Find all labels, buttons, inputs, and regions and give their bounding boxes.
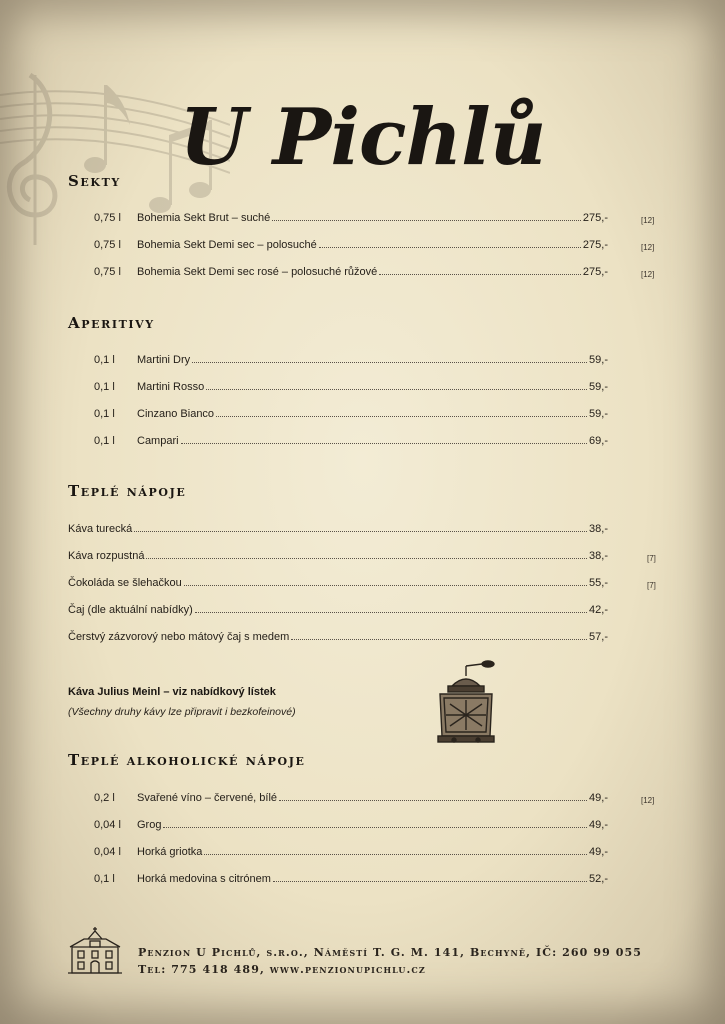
menu-item xyxy=(94,408,608,424)
dot-leader xyxy=(192,362,587,363)
item-price: 59,- xyxy=(589,408,608,420)
menu-item xyxy=(94,819,608,835)
restaurant-title: U Pichlů xyxy=(179,92,546,184)
dot-leader xyxy=(163,827,587,828)
dot-leader xyxy=(379,274,581,275)
item-price: 42,- xyxy=(589,604,608,616)
menu-item xyxy=(94,435,608,451)
allergen-code: [12] xyxy=(641,270,655,279)
item-name: Martini Rosso xyxy=(137,381,205,393)
dot-leader xyxy=(319,247,581,248)
item-price: 59,- xyxy=(589,354,608,366)
section-heading-teple-alkoholicke: Teplé alkoholické nápoje xyxy=(68,751,306,769)
dot-leader xyxy=(195,612,587,613)
allergen-code: [7] xyxy=(647,554,656,563)
footer-contact: Tel: 775 418 489, www.penzionupichlu.cz xyxy=(138,963,426,976)
coffee-offer-name: Káva Julius Meinl – viz nabídkový lístek xyxy=(68,686,276,698)
item-name: Campari xyxy=(137,435,179,447)
item-volume: 0,04 l xyxy=(94,846,121,858)
item-price: 69,- xyxy=(589,435,608,447)
item-price: 57,- xyxy=(589,631,608,643)
item-price: 49,- xyxy=(589,792,608,804)
footer-address: Penzion U Pichlů, s.r.o., Náměstí T. G. M. 141, Bechyně, IČ: 260 99 055 xyxy=(138,946,643,959)
item-volume: 0,75 l xyxy=(94,239,121,251)
item-price: 275,- xyxy=(582,239,608,251)
item-price: 275,- xyxy=(582,212,608,224)
item-volume: 0,1 l xyxy=(94,435,115,447)
item-price: 38,- xyxy=(589,523,608,535)
item-volume: 0,2 l xyxy=(94,792,115,804)
item-name: Čerstvý zázvorový nebo mátový čaj s medem xyxy=(68,631,290,643)
item-price: 49,- xyxy=(589,846,608,858)
item-name: Káva rozpustná xyxy=(68,550,145,562)
menu-item xyxy=(68,577,608,593)
dot-leader xyxy=(291,639,587,640)
item-price: 52,- xyxy=(589,873,608,885)
menu-item xyxy=(68,604,608,620)
allergen-code: [12] xyxy=(641,796,655,805)
allergen-code: [12] xyxy=(641,243,655,252)
item-price: 275,- xyxy=(582,266,608,278)
menu-item xyxy=(68,631,608,647)
section-heading-teple-napoje: Teplé nápoje xyxy=(68,482,187,500)
menu-item xyxy=(94,846,608,862)
coffee-offer-note: (Všechny druhy kávy lze připravit i bezkofeinové) xyxy=(68,706,296,718)
item-volume: 0,1 l xyxy=(94,354,115,366)
coffee-grinder-icon xyxy=(430,660,502,744)
item-volume: 0,1 l xyxy=(94,408,115,420)
allergen-code: [12] xyxy=(641,216,655,225)
menu-item xyxy=(94,239,608,255)
menu-item xyxy=(94,212,608,228)
dot-leader xyxy=(272,220,581,221)
item-name: Bohemia Sekt Brut – suché xyxy=(137,212,271,224)
item-volume: 0,75 l xyxy=(94,266,121,278)
item-name: Martini Dry xyxy=(137,354,191,366)
dot-leader xyxy=(134,531,587,532)
item-name: Cinzano Bianco xyxy=(137,408,215,420)
menu-item xyxy=(94,792,608,808)
item-name: Káva turecká xyxy=(68,523,133,535)
dot-leader xyxy=(204,854,587,855)
menu-item xyxy=(94,381,608,397)
item-price: 59,- xyxy=(589,381,608,393)
menu-item xyxy=(68,523,608,539)
item-volume: 0,75 l xyxy=(94,212,121,224)
item-volume: 0,1 l xyxy=(94,381,115,393)
dot-leader xyxy=(279,800,587,801)
item-name: Čokoláda se šlehačkou xyxy=(68,577,182,589)
item-price: 49,- xyxy=(589,819,608,831)
dot-leader xyxy=(146,558,587,559)
dot-leader xyxy=(216,416,587,417)
item-name: Bohemia Sekt Demi sec rosé – polosuché růžové xyxy=(137,266,378,278)
building-icon xyxy=(66,925,124,977)
item-name: Grog xyxy=(137,819,162,831)
item-price: 55,- xyxy=(589,577,608,589)
item-name: Čaj (dle aktuální nabídky) xyxy=(68,604,193,616)
allergen-code: [7] xyxy=(647,581,656,590)
menu-item xyxy=(94,266,608,282)
item-name: Svařené víno – červené, bílé xyxy=(137,792,278,804)
menu-item xyxy=(94,873,608,889)
item-price: 38,- xyxy=(589,550,608,562)
dot-leader xyxy=(184,585,587,586)
dot-leader xyxy=(181,443,587,444)
item-volume: 0,04 l xyxy=(94,819,121,831)
section-heading-aperitivy: Aperitivy xyxy=(68,314,155,332)
section-heading-sekty: Sekty xyxy=(68,172,121,190)
menu-item xyxy=(94,354,608,370)
menu-item xyxy=(68,550,608,566)
item-volume: 0,1 l xyxy=(94,873,115,885)
dot-leader xyxy=(206,389,587,390)
dot-leader xyxy=(273,881,587,882)
item-name: Bohemia Sekt Demi sec – polosuché xyxy=(137,239,317,251)
item-name: Horká medovina s citrónem xyxy=(137,873,271,885)
item-name: Horká griotka xyxy=(137,846,203,858)
